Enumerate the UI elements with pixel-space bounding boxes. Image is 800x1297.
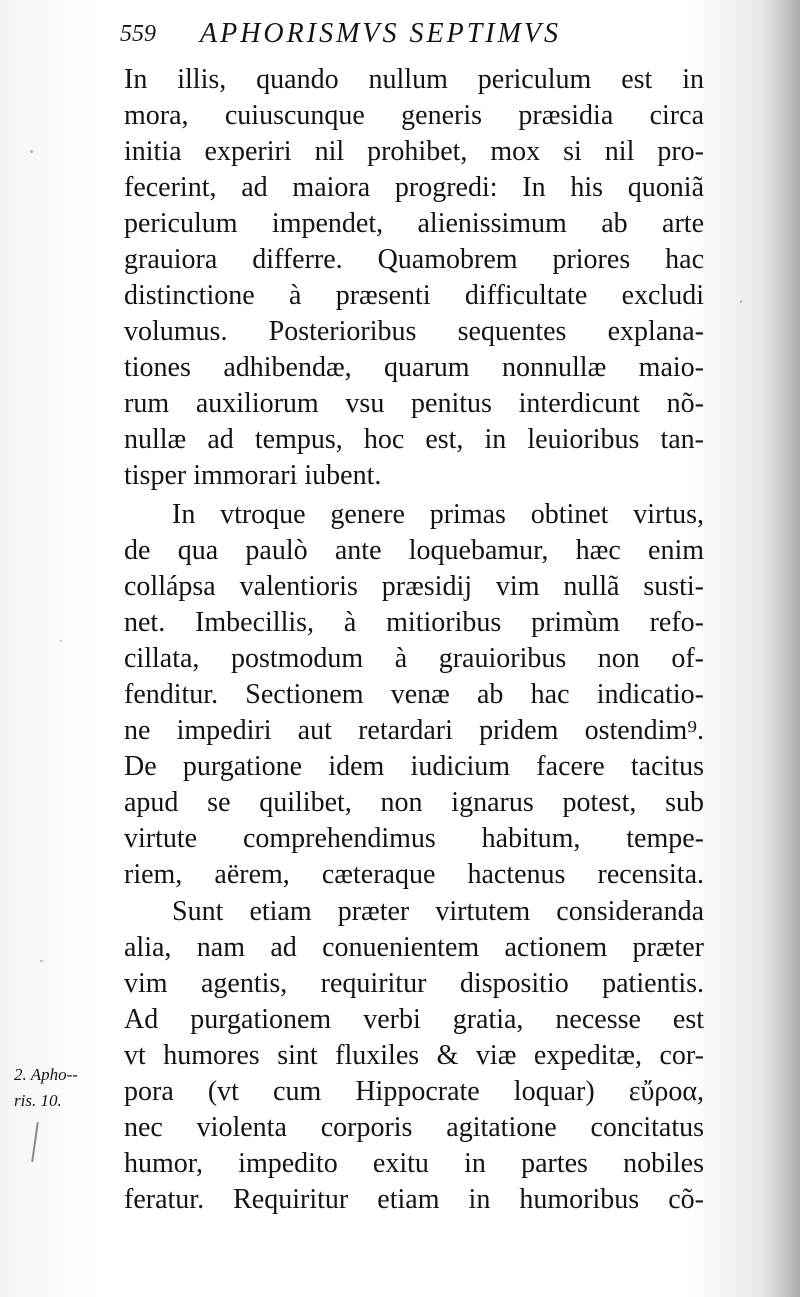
text-line: nec violenta corporis agitatione concitatus (124, 1112, 704, 1143)
text-line: In illis, quando nullum periculum est in (124, 64, 704, 95)
paper-speck (740, 300, 742, 303)
text-line: mora, cuiuscunque generis præsidia circa (124, 100, 704, 131)
text-line: rum auxiliorum vsu penitus interdicunt nõ- (124, 388, 704, 419)
text-line: riem, aërem, cæteraque hactenus recensita. (124, 859, 704, 890)
text-line: grauiora differre. Quamobrem priores hac (124, 244, 704, 275)
page-gutter-shadow (760, 0, 800, 1297)
text-line: fecerint, ad maiora progredi: In his quoniã (124, 172, 704, 203)
text-line: Ad purgationem verbi gratia, necesse est (124, 1004, 704, 1035)
text-line: virtute comprehendimus habitum, tempe- (124, 823, 704, 854)
text-line: ne impediri aut retardari pridem ostendim⁹. (124, 715, 704, 746)
text-line: pora (vt cum Hippocrate loquar) εὔροα, (124, 1076, 704, 1107)
page-header (120, 14, 680, 54)
text-line: vt humores sint fluxiles & viæ expeditæ, cor- (124, 1040, 704, 1071)
text-line: humor, impedito exitu in partes nobiles (124, 1148, 704, 1179)
text-line: initia experiri nil prohibet, mox si nil pro- (124, 136, 704, 167)
text-line: de qua paulò ante loquebamur, hæc enim (124, 535, 704, 566)
marginal-note (14, 1062, 124, 1114)
text-line: feratur. Requiritur etiam in humoribus cõ- (124, 1184, 704, 1215)
text-line: nullæ ad tempus, hoc est, in leuioribus tan- (124, 424, 704, 455)
text-line: net. Imbecillis, à mitioribus primùm refo- (124, 607, 704, 638)
page-number: 559 (120, 21, 156, 47)
text-line: periculum impendet, alienissimum ab arte (124, 208, 704, 239)
paper-speck (60, 640, 62, 642)
text-line: alia, nam ad conuenientem actionem præter (124, 932, 704, 963)
text-line: De purgatione idem iudicium facere tacitus (124, 751, 704, 782)
margin-pen-stroke (31, 1122, 39, 1162)
text-line-paragraph-start: In vtroque genere primas obtinet virtus, (172, 499, 704, 530)
marginal-note-line: ris. 10. (14, 1091, 62, 1110)
text-line: cillata, postmodum à grauioribus non of- (124, 643, 704, 674)
text-line: apud se quilibet, non ignarus potest, sub (124, 787, 704, 818)
text-line: volumus. Posterioribus sequentes explana- (124, 316, 704, 347)
text-line: collápsa valentioris præsidij vim nullã susti- (124, 571, 704, 602)
text-line: vim agentis, requiritur dispositio patientis. (124, 968, 704, 999)
running-title: APHORISMVS SEPTIMVS (200, 18, 562, 49)
text-line-paragraph-start: Sunt etiam præter virtutem consideranda (172, 896, 704, 927)
text-line: tiones adhibendæ, quarum nonnullæ maio- (124, 352, 704, 383)
paper-speck (40, 960, 43, 962)
text-line: tisper immorari iubent. (124, 460, 382, 491)
text-line: distinctione à præsenti difficultate excludi (124, 280, 704, 311)
paper-speck (30, 150, 33, 153)
text-line: fenditur. Sectionem venæ ab hac indicatio- (124, 679, 704, 710)
marginal-note-line: 2. Apho-- (14, 1065, 78, 1084)
